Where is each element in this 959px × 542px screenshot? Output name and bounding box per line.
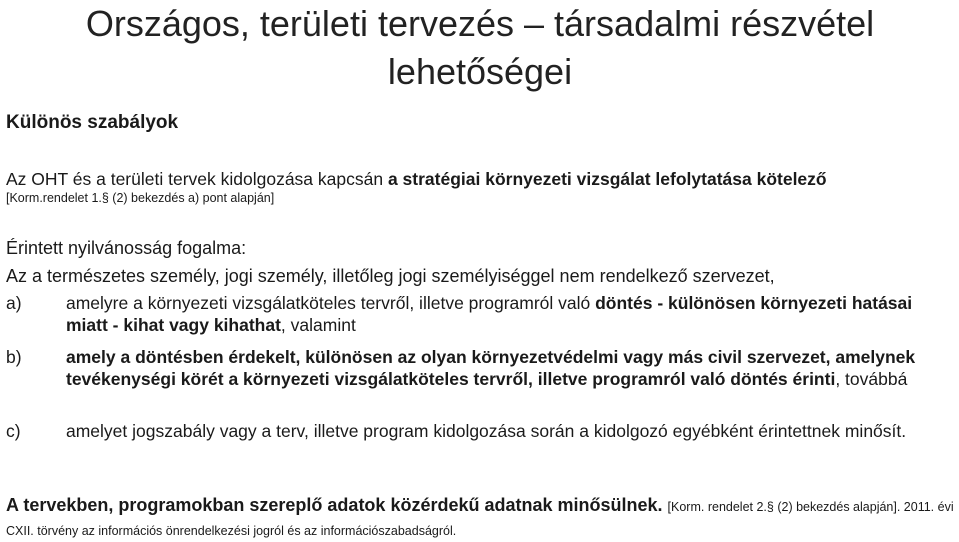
item-b-bold: amely a döntésben érdekelt, különösen az olyan környezetvédelmi vagy más civil szervezet, amelynek tevékenységi körét a környezeti vizsgálatköteles tervről, illetve programról való döntés érinti: [66, 347, 916, 389]
list-item-text: [66, 346, 951, 390]
final-reference: [Korm. rendelet 2.§ (2) bekezdés alapján]. 2011. évi CXII. törvény az információs önrendelkezési jogról és az információszabadságról.: [6, 500, 954, 538]
oht-text: Az OHT és a területi tervek kidolgozása kapcsán: [6, 169, 388, 189]
page-title: Országos, területi tervezés – társadalmi részvétel lehetőségei: [85, 3, 875, 92]
item-b-tail: , továbbá: [835, 369, 908, 389]
item-a-tail: , valamint: [280, 315, 356, 335]
oht-reference: [Korm.rendelet 1.§ (2) bekezdés a) pont alapján]: [6, 191, 275, 205]
list-item-letter: c): [6, 421, 21, 441]
list-item-letter: b): [6, 347, 22, 367]
list-item-text: [66, 292, 951, 336]
section-subheading: Különös szabályok: [6, 112, 179, 133]
list-item-c: [6, 420, 951, 442]
list-item-a: [6, 292, 951, 336]
final-bold-text: A tervekben, programokban szereplő adatok közérdekű adatnak minősülnek.: [6, 495, 663, 515]
list-item-text: amelyet jogszabály vagy a terv, illetve program kidolgozása során a kidolgozó egyébként érintettnek minősít.: [66, 421, 907, 441]
oht-bold-text: a stratégiai környezeti vizsgálat lefolytatása kötelező: [387, 169, 827, 189]
list-item-b: [6, 346, 951, 390]
definition-intro: Az a természetes személy, jogi személy, illetőleg jogi személyiséggel nem rendelkező szervezet,: [6, 266, 775, 286]
list-item-letter: a): [6, 293, 22, 313]
definition-heading: Érintett nyilvánosság fogalma:: [6, 238, 247, 258]
item-a-text: amelyre a környezeti vizsgálatköteles tervről, illetve programról való: [66, 293, 596, 313]
item-a-bold: döntés - különösen környezeti hatásai miatt - kihat vagy kihathat: [66, 293, 913, 335]
oht-paragraph: [6, 168, 827, 190]
